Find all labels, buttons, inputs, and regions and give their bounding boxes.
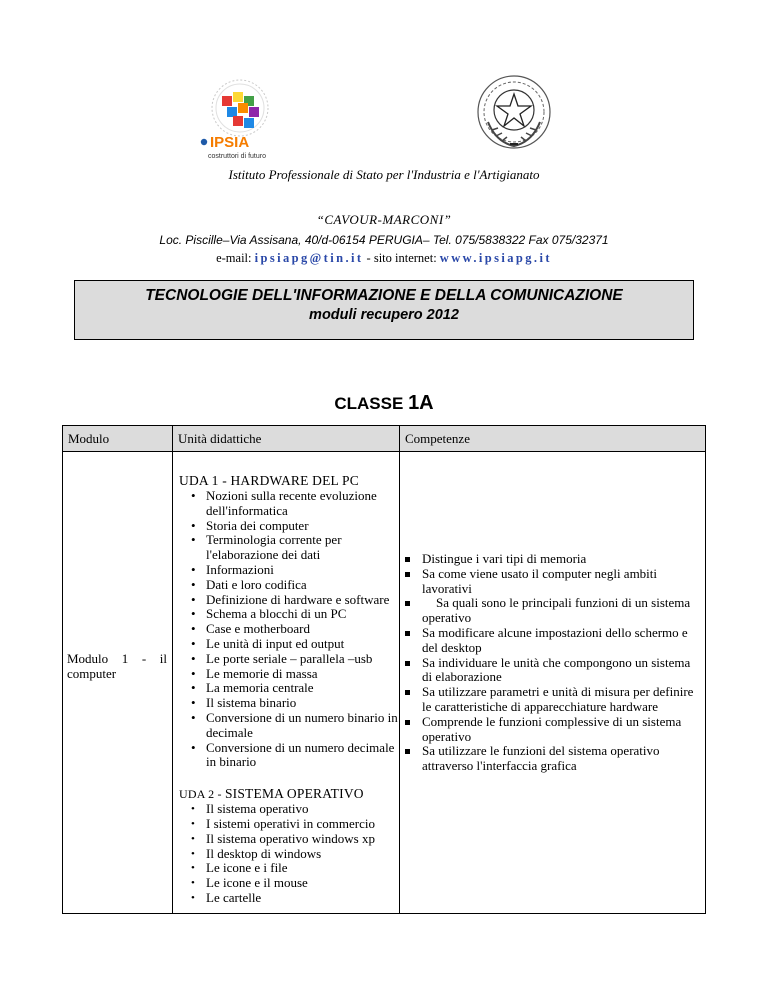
list-item: • Case e motherboard [191,621,310,637]
class-label: CLASSE [334,394,404,413]
bullet-icon: • [191,739,196,755]
square-bullet-icon [405,690,410,695]
square-bullet-icon [405,601,410,606]
class-heading [0,392,768,415]
bullet-icon: • [191,650,196,666]
square-bullet-icon [405,720,410,725]
bullet-icon: • [191,709,196,725]
email-link[interactable]: ipsiapg@tin.it [254,251,364,265]
competence-item: Sa utilizzare le funzioni del sistema operativo attraverso l'interfaccia grafica [400,744,705,774]
header-unita: Unità didattiche [173,426,400,452]
list-item: • Le porte seriale – parallela –usb [191,650,373,666]
list-item: • Schema a blocchi di un PC [191,606,347,622]
course-title: TECNOLOGIE DELL'INFORMAZIONE E DELLA COMUNICAZIONE [145,287,623,304]
contacts-line [0,251,768,266]
competence-item: Sa utilizzare parametri e unità di misura per definire le caratteristiche di apparecchiature hardware [400,685,705,715]
bullet-icon: • [191,817,195,830]
list-item: • Conversione di un numero decimale in binario [191,739,395,770]
square-bullet-icon [405,572,410,577]
svg-text:IPSIA: IPSIA [210,134,250,151]
uda2-list [173,802,399,906]
list-item: • Le icone e i file [191,860,288,876]
square-bullet-icon [405,749,410,754]
uda1-list [173,489,399,770]
course-title-box [74,280,694,340]
list-item: • Le unità di input ed output [191,635,345,651]
list-item: • Il sistema operativo [191,801,309,817]
list-item: • Storia dei computer [191,517,309,533]
list-item: • Terminologia corrente per l'elaborazione dei dati [191,532,342,563]
table-row [63,452,706,914]
bullet-icon: • [191,576,196,592]
list-item: • Le cartelle [191,889,262,905]
bullet-icon: • [191,561,196,577]
list-item: • Il sistema operativo windows xp [191,830,375,846]
bullet-icon: • [191,832,195,845]
header-competenze: Competenze [400,426,706,452]
bullet-icon: • [191,532,196,548]
bullet-icon: • [191,665,196,681]
italian-republic-emblem-icon [474,72,554,152]
competence-item: Sa come viene usato il computer negli ambiti lavorativi [400,567,705,597]
site-label: - sito internet: [366,251,437,265]
square-bullet-icon [405,661,410,666]
uda1-title: UDA 1 - HARDWARE DEL PC [179,473,359,488]
bullet-icon: • [191,862,195,875]
module-name: Modulo 1 - il computer [67,651,167,681]
competence-item: Sa individuare le unità che compongono un sistema di elaborazione [400,656,705,686]
school-name: “CAVOUR-MARCONI” [316,212,452,227]
competence-item: Distingue i vari tipi di memoria [400,552,705,567]
bullet-icon: • [191,621,196,637]
bullet-icon: • [191,877,195,890]
units-cell [173,452,400,914]
list-item: • Conversione di un numero binario in decimale [191,709,398,740]
bullet-icon: • [191,606,196,622]
list-item: • I sistemi operativi in commercio [191,815,375,831]
list-item: • Il sistema binario [191,695,297,711]
competence-item: Sa modificare alcune impostazioni dello schermo e del desktop [400,626,705,656]
square-bullet-icon [405,631,410,636]
bullet-icon: • [191,680,196,696]
website-link[interactable]: www.ipsiapg.it [439,251,552,265]
modules-table [62,425,706,914]
square-bullet-icon [405,557,410,562]
header-modulo: Modulo [63,426,173,452]
bullet-icon: • [191,488,196,503]
list-item: • La memoria centrale [191,680,314,696]
uda2-title: UDA 2 - SISTEMA OPERATIVO [179,786,364,802]
module-cell [63,452,173,914]
bullet-icon: • [191,591,196,607]
bullet-icon: • [191,803,195,816]
email-label: e-mail: [216,251,252,265]
competences-cell [400,452,706,914]
competences-list [400,552,705,774]
list-item: • Le icone e il mouse [191,875,308,891]
list-item: • Il desktop di windows [191,845,322,861]
institute-name: Istituto Professionale di Stato per l'Industria e l'Artigianato [228,167,540,182]
school-address: Loc. Piscille–Via Assisana, 40/d-06154 PERUGIA– Tel. 075/5838322 Fax 075/32371 [159,233,609,247]
table-header-row [63,426,706,452]
bullet-icon: • [191,847,195,860]
bullet-icon: • [191,695,196,711]
list-item: • Definizione di hardware e software [191,591,390,607]
competence-item: Comprende le funzioni complessive di un sistema operativo [400,715,705,745]
svg-text:costruttori di futuro: costruttori di futuro [208,153,266,160]
list-item: • Dati e loro codifica [191,576,307,592]
bullet-icon: • [191,517,196,533]
ipsia-logo [194,78,290,164]
list-item: • Le memorie di massa [191,665,318,681]
list-item: • Nozioni sulla recente evoluzione dell'informatica [191,488,377,518]
course-subtitle: moduli recupero 2012 [309,307,459,323]
bullet-icon: • [191,635,196,651]
class-value: 1A [408,392,434,414]
bullet-icon: • [191,891,195,904]
list-item: • Informazioni [191,561,274,577]
competence-item: Sa quali sono le principali funzioni di un sistema operativo [400,596,705,626]
